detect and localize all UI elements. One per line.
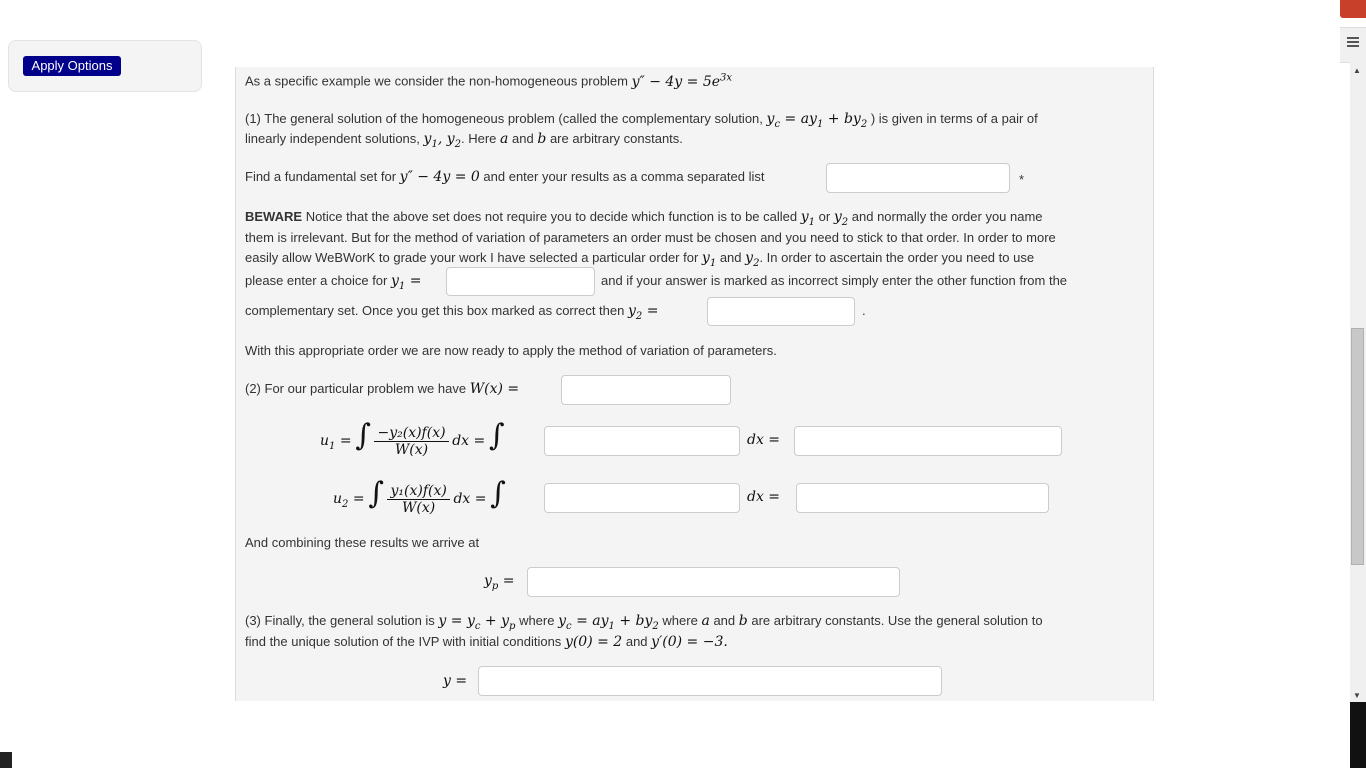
beware-line4b: and if your answer is marked as incorrect simply enter the other function from the <box>601 273 1068 288</box>
u1-formula: $u_1$ = ∫ $\frac{\text{−y₂(x)f(x)}}{W(x)}$ dx = ∫ <box>320 418 505 459</box>
options-panel <box>8 40 202 92</box>
scroll-up-arrow-icon[interactable]: ▲ <box>1353 66 1361 75</box>
part3-line2: find the unique solution of the IVP with initial conditions y(0) = 2 and y′(0) = −3. <box>245 634 728 650</box>
apply-options-button[interactable]: Apply Options <box>23 56 121 76</box>
ode-equation: $y'' - 4y = 5e^{3x}$ <box>631 72 733 90</box>
y1-input[interactable] <box>446 267 595 296</box>
u1-integrand-input[interactable] <box>544 426 740 456</box>
fundamental-set-input[interactable] <box>826 163 1010 193</box>
yp-input[interactable] <box>527 567 900 597</box>
close-icon[interactable] <box>1340 0 1366 18</box>
y-solution-input[interactable] <box>478 666 942 696</box>
menu-icon[interactable] <box>1340 27 1366 63</box>
beware-line3: easily allow WeBWorK to grade your work I have selected a particular order for $y_1$ and $y_2$. In order to ascertain the order you need to use <box>245 250 1035 269</box>
beware-line2: them is irrelevant. But for the method of variation of parameters an order must be chosen and you need to stick to that order. In order to more <box>245 230 1056 245</box>
fundamental-set-line: Find a fundamental set for y″ − 4y = 0 and enter your results as a comma separated list <box>245 169 765 185</box>
beware-line5: complementary set. Once you get this box marked as correct then $y_2$ = <box>245 303 659 322</box>
u2-formula: $u_2$ = ∫ $\frac{\text{y₁(x)f(x)}}{W(x)}$ dx = ∫ <box>333 476 506 517</box>
combine-line: And combining these results we arrive at <box>245 535 480 550</box>
u2-result-input[interactable] <box>796 483 1049 513</box>
beware-line1: BEWARE Notice that the above set does not require you to decide which function is to be called $y_1$ or $y_2$ and normally the order you name <box>245 209 1043 228</box>
dx-label: dx = <box>747 489 781 505</box>
dx-label: dx = <box>747 432 781 448</box>
y2-input[interactable] <box>707 297 855 326</box>
taskbar-edge <box>1350 702 1366 768</box>
part1-line2: linearly independent solutions, $y_1$, $y_2$. Here a and b are arbitrary constants. <box>245 131 683 150</box>
required-star: * <box>1019 172 1025 187</box>
part1-line1: (1) The general solution of the homogeneous problem (called the complementary solution, $y_c = ay_1 + by_2$ ) is given in terms of a pair of <box>245 111 1038 130</box>
beware-line4: please enter a choice for $y_1$ = <box>245 273 422 292</box>
scrollbar-thumb[interactable] <box>1351 328 1364 565</box>
wronskian-input[interactable] <box>561 375 731 405</box>
text: As a specific example we consider the non-homogeneous problem <box>245 73 628 89</box>
u2-integrand-input[interactable] <box>544 483 740 513</box>
period: . <box>862 303 866 318</box>
part2-line: (2) For our particular problem we have W(x) = <box>245 381 520 397</box>
u1-result-input[interactable] <box>794 426 1062 456</box>
taskbar-corner <box>0 752 12 768</box>
with-line: With this appropriate order we are now ready to apply the method of variation of parameters. <box>245 343 777 358</box>
part3-line1: (3) Finally, the general solution is $y = y_c + y_p$ where $y_c = ay_1 + by_2$ where a and b are arbitrary constants. Use the general solution to <box>245 613 1043 632</box>
scroll-down-arrow-icon[interactable]: ▼ <box>1353 691 1361 700</box>
yc-formula: $y_c = ay_1 + by_2$ <box>766 111 868 130</box>
yp-label: $y_p$ = <box>484 573 515 592</box>
y-label: y = <box>443 673 468 689</box>
intro-line <box>245 72 732 90</box>
